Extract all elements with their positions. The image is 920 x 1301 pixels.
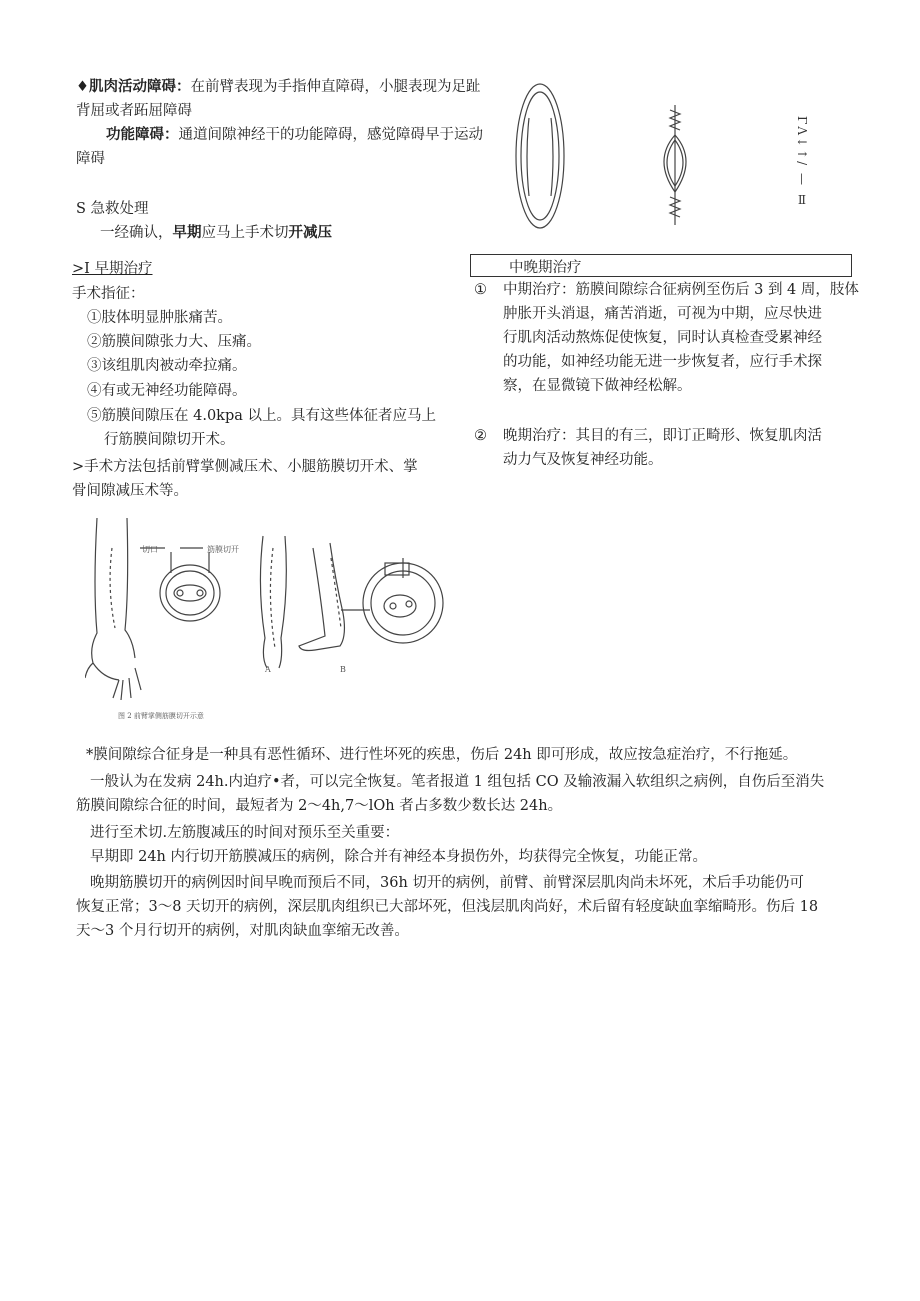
bottom-paragraph-line: 晚期筋膜切开的病例因时间早晚而预后不同，36h 切开的病例，前臂、前臂深层肌肉尚未坏死，术后手功能仍可 bbox=[90, 875, 804, 891]
side-vertical-glyphs: ΓΛ↓↑/ — Ⅱ bbox=[795, 116, 809, 209]
indication-item-cont: 行筋膜间隙切开术。 bbox=[104, 432, 235, 448]
muscle-disorder-line bbox=[76, 76, 481, 99]
late-treatment-line: 晚期治疗：其目的有三，即订正畸形、恢复肌肉活 bbox=[503, 428, 822, 444]
emergency-heading: S 急救处理 bbox=[76, 201, 149, 217]
suture-wound-illustration bbox=[645, 100, 705, 230]
figure-label-fascia: 筋膜切开 bbox=[207, 545, 239, 554]
muscle-disorder-text: 在前臂表现为手指伸直障碍，小腿表现为足趾 bbox=[190, 79, 481, 95]
emergency-decompress: 开减压 bbox=[288, 225, 332, 241]
bottom-paragraph-line: 天～3 个月行切开的病例，对肌肉缺血挛缩无改善。 bbox=[76, 923, 409, 939]
mid-treatment-line: 中期治疗：筋膜间隙综合征病例至伤后 3 到 4 周，肢体 bbox=[503, 282, 859, 298]
decompression-figure bbox=[85, 518, 445, 708]
indication-item: ⑤筋膜间隙压在 4.0kpa 以上。具有这些体征者应马上 bbox=[87, 408, 436, 424]
late-treatment-heading: 中晚期治疗 bbox=[509, 260, 582, 276]
muscle-disorder-label: ♦肌肉活动障碍： bbox=[76, 79, 191, 95]
bottom-paragraph-line: 一般认为在发病 24h.内迫疗•者，可以完全恢复。笔者报道 1 组包括 CO 及输液漏入软组织之病例，自伤后至消失 bbox=[90, 774, 825, 790]
surgery-indications-title: 手术指征： bbox=[72, 286, 145, 302]
bottom-paragraph-line: 恢复正常；3～8 天切开的病例，深层肌肉组织已大部坏死，但浅层肌肉尚好，术后留有轻度缺血挛缩畸形。伤后 18 bbox=[76, 899, 819, 915]
figure-label-incision: 切口 bbox=[142, 545, 158, 554]
mid-treatment-line: 肿胀开头消退，痛苦消逝，可视为中期，应尽快进 bbox=[503, 306, 822, 322]
incision-oval-illustration bbox=[505, 78, 575, 238]
function-disorder-line bbox=[106, 124, 483, 147]
function-disorder-label: 功能障碍： bbox=[106, 127, 179, 143]
surgery-methods-line-cont: 骨间隙减压术等。 bbox=[72, 483, 188, 499]
bottom-paragraph-line: 早期即 24h 内行切开筋膜减压的病例，除合并有神经本身损伤外，均获得完全恢复，功能正常。 bbox=[90, 849, 708, 865]
function-disorder-text-cont: 障碍 bbox=[76, 151, 105, 167]
figure-label-a: A bbox=[265, 665, 271, 674]
mid-treatment-line: 的功能，如神经功能无进一步恢复者，应行手术探 bbox=[503, 354, 822, 370]
bottom-paragraph-line: 进行至术切.左筋腹减压的时间对预乐至关重要： bbox=[90, 825, 400, 841]
emergency-line bbox=[100, 222, 332, 245]
emergency-text-a: 一经确认， bbox=[100, 225, 173, 241]
indication-item: ③该组肌肉被动牵拉痛。 bbox=[87, 358, 247, 374]
mid-treatment-number: ① bbox=[474, 282, 487, 298]
bottom-paragraph-line: *膜间隙综合征身是一种具有恶性循环、进行性坏死的疾患，伤后 24h 即可形成，故应按急症治疗，不行拖延。 bbox=[86, 747, 798, 763]
late-treatment-line: 动力气及恢复神经功能。 bbox=[503, 452, 663, 468]
figure-caption: 图 2 前臂掌侧筋膜切开示意 bbox=[118, 712, 204, 720]
figure-label-b: B bbox=[340, 665, 346, 674]
mid-treatment-line: 察，在显微镜下做神经松解。 bbox=[503, 378, 692, 394]
indication-item: ④有或无神经功能障碍。 bbox=[87, 383, 247, 399]
muscle-disorder-text-cont: 背屈或者跖屈障碍 bbox=[76, 103, 192, 119]
bottom-paragraph-line: 筋膜间隙综合征的时间，最短者为 2～4h,7～lOh 者占多数少数长达 24h。 bbox=[76, 798, 563, 814]
mid-treatment-line: 行肌肉活动熬炼促使恢复，同时认真检查受累神经 bbox=[503, 330, 822, 346]
surgery-methods-line: >手术方法包括前臂掌侧减压术、小腿筋膜切开术、掌 bbox=[72, 459, 418, 475]
late-treatment-heading-box bbox=[470, 254, 852, 277]
early-treatment-heading: >I 早期治疗 bbox=[72, 261, 153, 277]
indication-item: ①肢体明显肿胀痛苦。 bbox=[87, 310, 232, 326]
indication-item: ②筋膜间隙张力大、压痛。 bbox=[87, 334, 261, 350]
emergency-early: 早期 bbox=[172, 225, 202, 241]
emergency-text-c: 应马上手术切 bbox=[201, 225, 289, 241]
function-disorder-text: 通道间隙神经干的功能障碍，感觉障碍早于运动 bbox=[178, 127, 483, 143]
late-treatment-number: ② bbox=[474, 428, 487, 444]
